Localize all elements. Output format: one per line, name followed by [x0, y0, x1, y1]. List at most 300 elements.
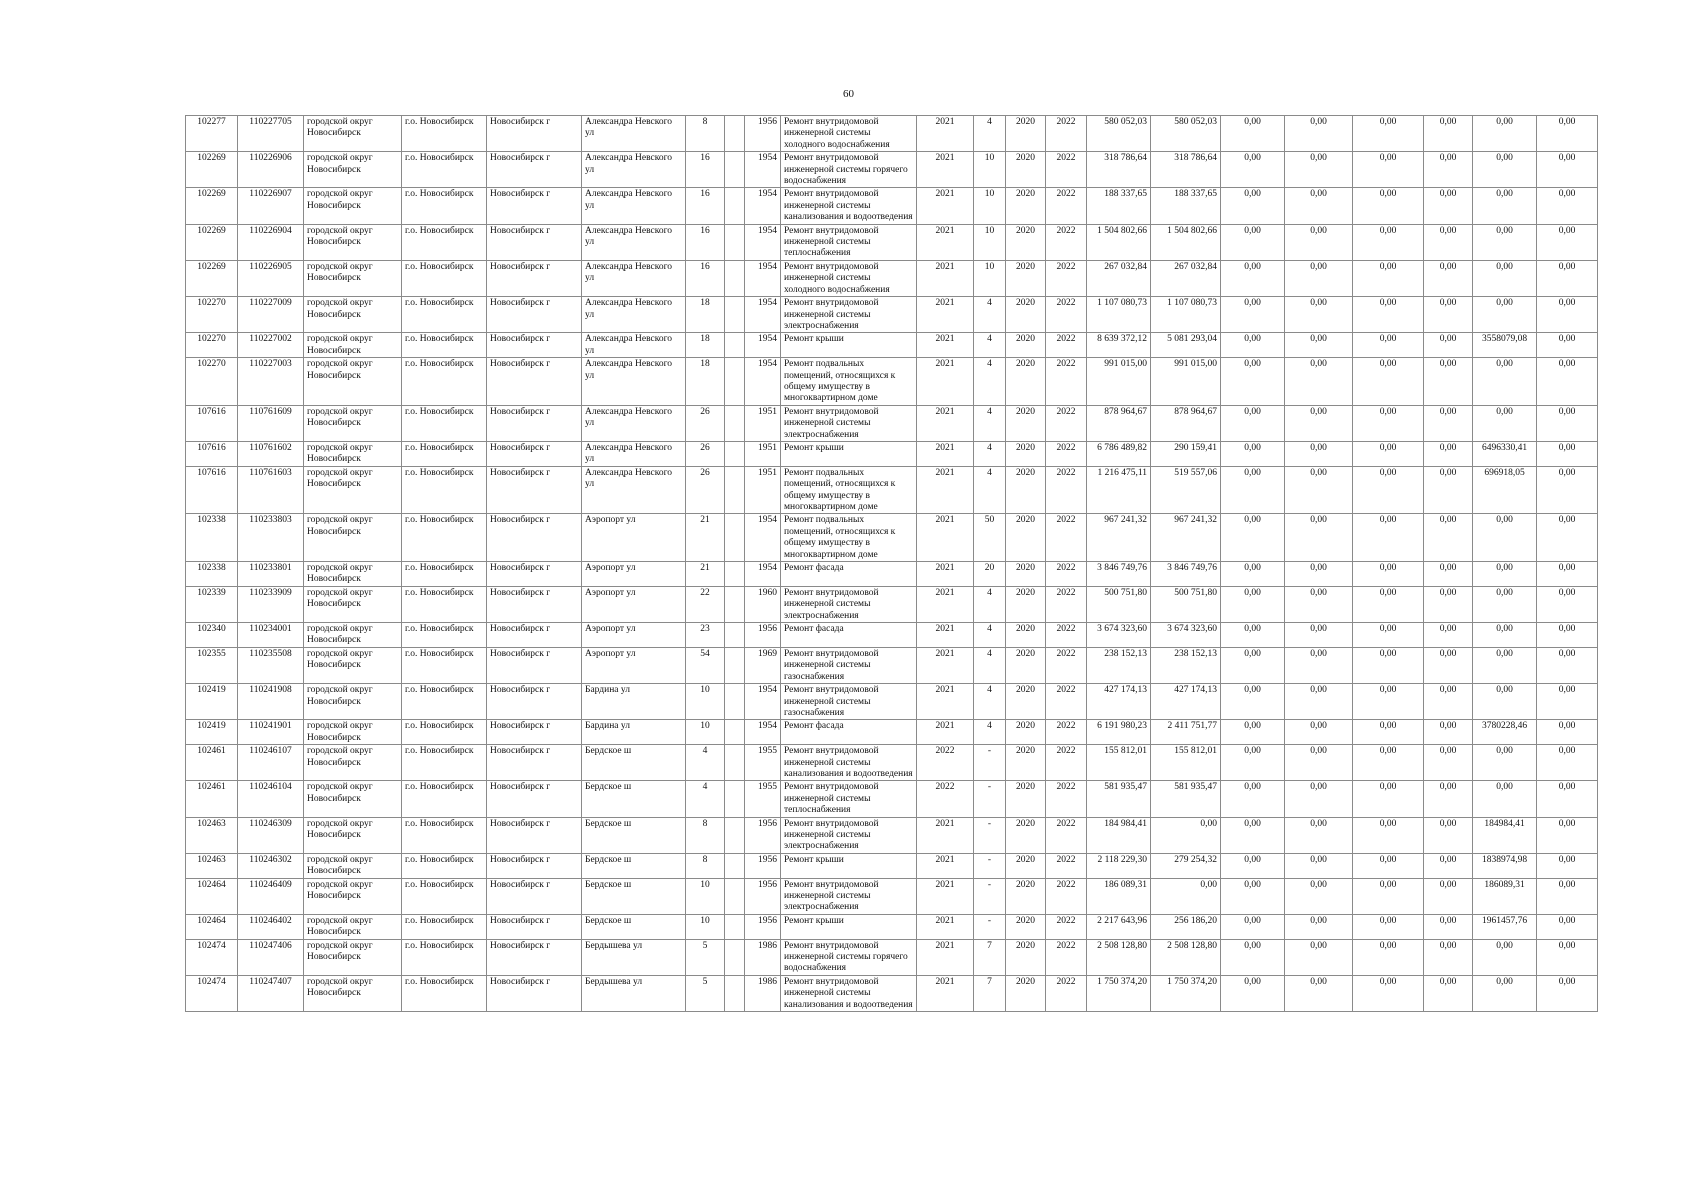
amount-f-cell: 0,00 — [1537, 586, 1598, 622]
street-cell: Александра Невского ул — [582, 333, 686, 358]
amount-a-cell: 0,00 — [1221, 684, 1285, 720]
city-district-cell: г.о. Новосибирск — [402, 260, 487, 296]
amount-d-cell: 0,00 — [1424, 358, 1473, 406]
plan-year-cell: 2021 — [917, 562, 974, 587]
amount-f-cell: 0,00 — [1537, 914, 1598, 939]
amount-e-cell: 3780228,46 — [1473, 720, 1537, 745]
total-cost-cell: 155 812,01 — [1087, 745, 1151, 781]
house-id-cell: 107616 — [186, 405, 238, 441]
house-number-cell: 18 — [686, 333, 725, 358]
work-code-cell: 110761609 — [238, 405, 304, 441]
locality-cell: Новосибирск г — [487, 188, 582, 224]
amount-f-cell: 0,00 — [1537, 116, 1598, 152]
municipality-cell: городской округ Новосибирск — [304, 623, 402, 648]
amount-c-cell: 0,00 — [1353, 297, 1424, 333]
amount-c-cell: 0,00 — [1353, 358, 1424, 406]
municipality-cell: городской округ Новосибирск — [304, 260, 402, 296]
end-year-cell: 2022 — [1046, 297, 1087, 333]
plan-year-cell: 2021 — [917, 333, 974, 358]
amount-d-cell: 0,00 — [1424, 878, 1473, 914]
amount-f-cell: 0,00 — [1537, 441, 1598, 466]
start-year-cell: 2020 — [1006, 441, 1046, 466]
amount-f-cell: 0,00 — [1537, 878, 1598, 914]
locality-cell: Новосибирск г — [487, 853, 582, 878]
street-cell: Бардина ул — [582, 684, 686, 720]
year-built-cell: 1986 — [745, 939, 781, 975]
work-code-cell: 110226905 — [238, 260, 304, 296]
total-cost-cell: 188 337,65 — [1087, 188, 1151, 224]
work-type-cell: Ремонт внутридомовой инженерной системы газоснабжения — [781, 647, 917, 683]
locality-cell: Новосибирск г — [487, 975, 582, 1011]
year-built-cell: 1951 — [745, 405, 781, 441]
work-type-cell: Ремонт внутридомовой инженерной системы канализования и водоотведения — [781, 745, 917, 781]
table-row — [186, 260, 1598, 296]
plan-year-cell: 2021 — [917, 914, 974, 939]
start-year-cell: 2020 — [1006, 152, 1046, 188]
amount-d-cell: 0,00 — [1424, 562, 1473, 587]
amount-b-cell: 0,00 — [1285, 878, 1353, 914]
amount-c-cell: 0,00 — [1353, 817, 1424, 853]
house-id-cell: 102419 — [186, 720, 238, 745]
amount-a-cell: 0,00 — [1221, 562, 1285, 587]
year-built-cell: 1951 — [745, 466, 781, 514]
plan-year-cell: 2021 — [917, 939, 974, 975]
count-cell: 4 — [974, 647, 1006, 683]
amount-e-cell: 0,00 — [1473, 514, 1537, 562]
city-district-cell: г.о. Новосибирск — [402, 562, 487, 587]
amount-b-cell: 0,00 — [1285, 466, 1353, 514]
amount-b-cell: 0,00 — [1285, 188, 1353, 224]
work-code-cell: 110246409 — [238, 878, 304, 914]
fund-cost-cell: 581 935,47 — [1151, 781, 1221, 817]
municipality-cell: городской округ Новосибирск — [304, 405, 402, 441]
total-cost-cell: 8 639 372,12 — [1087, 333, 1151, 358]
house-number-cell: 18 — [686, 358, 725, 406]
amount-a-cell: 0,00 — [1221, 466, 1285, 514]
amount-e-cell: 696918,05 — [1473, 466, 1537, 514]
amount-a-cell: 0,00 — [1221, 623, 1285, 648]
blank-cell — [725, 781, 745, 817]
municipality-cell: городской округ Новосибирск — [304, 914, 402, 939]
table-row — [186, 914, 1598, 939]
amount-d-cell: 0,00 — [1424, 260, 1473, 296]
amount-d-cell: 0,00 — [1424, 975, 1473, 1011]
work-type-cell: Ремонт внутридомовой инженерной системы электроснабжения — [781, 405, 917, 441]
total-cost-cell: 580 052,03 — [1087, 116, 1151, 152]
plan-year-cell: 2021 — [917, 405, 974, 441]
start-year-cell: 2020 — [1006, 623, 1046, 648]
blank-cell — [725, 116, 745, 152]
count-cell: 10 — [974, 152, 1006, 188]
street-cell: Александра Невского ул — [582, 260, 686, 296]
house-id-cell: 102277 — [186, 116, 238, 152]
house-id-cell: 102464 — [186, 914, 238, 939]
work-code-cell: 110233803 — [238, 514, 304, 562]
start-year-cell: 2020 — [1006, 745, 1046, 781]
city-district-cell: г.о. Новосибирск — [402, 914, 487, 939]
street-cell: Александра Невского ул — [582, 405, 686, 441]
amount-b-cell: 0,00 — [1285, 720, 1353, 745]
table-row — [186, 745, 1598, 781]
locality-cell: Новосибирск г — [487, 684, 582, 720]
house-number-cell: 16 — [686, 188, 725, 224]
table-row — [186, 975, 1598, 1011]
end-year-cell: 2022 — [1046, 260, 1087, 296]
amount-d-cell: 0,00 — [1424, 224, 1473, 260]
fund-cost-cell: 188 337,65 — [1151, 188, 1221, 224]
work-code-cell: 110233909 — [238, 586, 304, 622]
work-type-cell: Ремонт внутридомовой инженерной системы теплоснабжения — [781, 224, 917, 260]
work-type-cell: Ремонт внутридомовой инженерной системы электроснабжения — [781, 586, 917, 622]
house-number-cell: 10 — [686, 720, 725, 745]
count-cell: 4 — [974, 405, 1006, 441]
blank-cell — [725, 441, 745, 466]
total-cost-cell: 184 984,41 — [1087, 817, 1151, 853]
amount-d-cell: 0,00 — [1424, 684, 1473, 720]
amount-c-cell: 0,00 — [1353, 586, 1424, 622]
table-row — [186, 224, 1598, 260]
municipality-cell: городской округ Новосибирск — [304, 817, 402, 853]
count-cell: 4 — [974, 358, 1006, 406]
count-cell: 10 — [974, 260, 1006, 296]
blank-cell — [725, 586, 745, 622]
work-code-cell: 110226907 — [238, 188, 304, 224]
table-row — [186, 817, 1598, 853]
municipality-cell: городской округ Новосибирск — [304, 224, 402, 260]
amount-f-cell: 0,00 — [1537, 333, 1598, 358]
street-cell: Бердское ш — [582, 853, 686, 878]
work-type-cell: Ремонт внутридомовой инженерной системы горячего водоснабжения — [781, 152, 917, 188]
blank-cell — [725, 817, 745, 853]
end-year-cell: 2022 — [1046, 745, 1087, 781]
year-built-cell: 1954 — [745, 260, 781, 296]
city-district-cell: г.о. Новосибирск — [402, 116, 487, 152]
end-year-cell: 2022 — [1046, 116, 1087, 152]
count-cell: 4 — [974, 466, 1006, 514]
amount-b-cell: 0,00 — [1285, 405, 1353, 441]
locality-cell: Новосибирск г — [487, 647, 582, 683]
street-cell: Бердышева ул — [582, 975, 686, 1011]
amount-f-cell: 0,00 — [1537, 562, 1598, 587]
locality-cell: Новосибирск г — [487, 152, 582, 188]
total-cost-cell: 991 015,00 — [1087, 358, 1151, 406]
year-built-cell: 1960 — [745, 586, 781, 622]
house-id-cell: 102270 — [186, 333, 238, 358]
year-built-cell: 1969 — [745, 647, 781, 683]
street-cell: Бердское ш — [582, 914, 686, 939]
amount-e-cell: 0,00 — [1473, 745, 1537, 781]
blank-cell — [725, 562, 745, 587]
municipality-cell: городской округ Новосибирск — [304, 188, 402, 224]
amount-c-cell: 0,00 — [1353, 781, 1424, 817]
amount-b-cell: 0,00 — [1285, 586, 1353, 622]
amount-d-cell: 0,00 — [1424, 745, 1473, 781]
amount-e-cell: 0,00 — [1473, 188, 1537, 224]
locality-cell: Новосибирск г — [487, 878, 582, 914]
fund-cost-cell: 0,00 — [1151, 817, 1221, 853]
amount-a-cell: 0,00 — [1221, 116, 1285, 152]
house-number-cell: 8 — [686, 817, 725, 853]
house-number-cell: 22 — [686, 586, 725, 622]
work-code-cell: 110246107 — [238, 745, 304, 781]
plan-year-cell: 2021 — [917, 623, 974, 648]
street-cell: Александра Невского ул — [582, 152, 686, 188]
city-district-cell: г.о. Новосибирск — [402, 684, 487, 720]
city-district-cell: г.о. Новосибирск — [402, 878, 487, 914]
start-year-cell: 2020 — [1006, 116, 1046, 152]
blank-cell — [725, 514, 745, 562]
amount-d-cell: 0,00 — [1424, 914, 1473, 939]
table-row — [186, 152, 1598, 188]
street-cell: Александра Невского ул — [582, 441, 686, 466]
street-cell: Александра Невского ул — [582, 466, 686, 514]
start-year-cell: 2020 — [1006, 817, 1046, 853]
amount-f-cell: 0,00 — [1537, 720, 1598, 745]
house-id-cell: 102269 — [186, 224, 238, 260]
amount-d-cell: 0,00 — [1424, 466, 1473, 514]
total-cost-cell: 318 786,64 — [1087, 152, 1151, 188]
fund-cost-cell: 155 812,01 — [1151, 745, 1221, 781]
table-row — [186, 116, 1598, 152]
work-code-cell: 110227003 — [238, 358, 304, 406]
house-number-cell: 54 — [686, 647, 725, 683]
start-year-cell: 2020 — [1006, 333, 1046, 358]
table-row — [186, 562, 1598, 587]
table-row — [186, 586, 1598, 622]
work-code-cell: 110761602 — [238, 441, 304, 466]
locality-cell: Новосибирск г — [487, 562, 582, 587]
amount-b-cell: 0,00 — [1285, 745, 1353, 781]
locality-cell: Новосибирск г — [487, 441, 582, 466]
year-built-cell: 1956 — [745, 914, 781, 939]
start-year-cell: 2020 — [1006, 878, 1046, 914]
count-cell: 50 — [974, 514, 1006, 562]
amount-b-cell: 0,00 — [1285, 817, 1353, 853]
total-cost-cell: 186 089,31 — [1087, 878, 1151, 914]
total-cost-cell: 2 508 128,80 — [1087, 939, 1151, 975]
amount-e-cell: 0,00 — [1473, 405, 1537, 441]
count-cell: 20 — [974, 562, 1006, 587]
amount-d-cell: 0,00 — [1424, 297, 1473, 333]
year-built-cell: 1956 — [745, 878, 781, 914]
blank-cell — [725, 745, 745, 781]
work-code-cell: 110246402 — [238, 914, 304, 939]
table-row — [186, 188, 1598, 224]
house-id-cell: 102340 — [186, 623, 238, 648]
amount-f-cell: 0,00 — [1537, 188, 1598, 224]
end-year-cell: 2022 — [1046, 441, 1087, 466]
municipality-cell: городской округ Новосибирск — [304, 684, 402, 720]
year-built-cell: 1956 — [745, 623, 781, 648]
count-cell: 4 — [974, 623, 1006, 648]
house-number-cell: 18 — [686, 297, 725, 333]
fund-cost-cell: 1 504 802,66 — [1151, 224, 1221, 260]
street-cell: Александра Невского ул — [582, 358, 686, 406]
work-type-cell: Ремонт внутридомовой инженерной системы канализования и водоотведения — [781, 188, 917, 224]
amount-b-cell: 0,00 — [1285, 441, 1353, 466]
locality-cell: Новосибирск г — [487, 745, 582, 781]
amount-a-cell: 0,00 — [1221, 405, 1285, 441]
blank-cell — [725, 914, 745, 939]
house-number-cell: 10 — [686, 878, 725, 914]
amount-f-cell: 0,00 — [1537, 939, 1598, 975]
amount-b-cell: 0,00 — [1285, 914, 1353, 939]
fund-cost-cell: 318 786,64 — [1151, 152, 1221, 188]
work-type-cell: Ремонт фасада — [781, 562, 917, 587]
house-number-cell: 5 — [686, 939, 725, 975]
locality-cell: Новосибирск г — [487, 720, 582, 745]
amount-c-cell: 0,00 — [1353, 914, 1424, 939]
amount-f-cell: 0,00 — [1537, 514, 1598, 562]
amount-c-cell: 0,00 — [1353, 939, 1424, 975]
end-year-cell: 2022 — [1046, 466, 1087, 514]
amount-e-cell: 0,00 — [1473, 224, 1537, 260]
table-row — [186, 441, 1598, 466]
start-year-cell: 2020 — [1006, 586, 1046, 622]
house-id-cell: 102463 — [186, 817, 238, 853]
amount-c-cell: 0,00 — [1353, 853, 1424, 878]
start-year-cell: 2020 — [1006, 297, 1046, 333]
amount-c-cell: 0,00 — [1353, 720, 1424, 745]
work-type-cell: Ремонт внутридомовой инженерной системы электроснабжения — [781, 878, 917, 914]
fund-cost-cell: 500 751,80 — [1151, 586, 1221, 622]
work-type-cell: Ремонт подвальных помещений, относящихся к общему имуществу в многоквартирном доме — [781, 514, 917, 562]
total-cost-cell: 427 174,13 — [1087, 684, 1151, 720]
total-cost-cell: 1 750 374,20 — [1087, 975, 1151, 1011]
amount-e-cell: 0,00 — [1473, 260, 1537, 296]
table-row — [186, 939, 1598, 975]
plan-year-cell: 2021 — [917, 297, 974, 333]
amount-f-cell: 0,00 — [1537, 224, 1598, 260]
blank-cell — [725, 358, 745, 406]
street-cell: Бардина ул — [582, 720, 686, 745]
street-cell: Аэропорт ул — [582, 562, 686, 587]
street-cell: Александра Невского ул — [582, 297, 686, 333]
house-id-cell: 102474 — [186, 975, 238, 1011]
amount-e-cell: 0,00 — [1473, 152, 1537, 188]
street-cell: Аэропорт ул — [582, 586, 686, 622]
municipality-cell: городской округ Новосибирск — [304, 466, 402, 514]
total-cost-cell: 6 786 489,82 — [1087, 441, 1151, 466]
plan-year-cell: 2021 — [917, 647, 974, 683]
total-cost-cell: 267 032,84 — [1087, 260, 1151, 296]
table-row — [186, 720, 1598, 745]
plan-year-cell: 2022 — [917, 745, 974, 781]
blank-cell — [725, 224, 745, 260]
work-type-cell: Ремонт внутридомовой инженерной системы газоснабжения — [781, 684, 917, 720]
municipality-cell: городской округ Новосибирск — [304, 297, 402, 333]
fund-cost-cell: 3 846 749,76 — [1151, 562, 1221, 587]
count-cell: - — [974, 878, 1006, 914]
locality-cell: Новосибирск г — [487, 623, 582, 648]
work-type-cell: Ремонт внутридомовой инженерной системы электроснабжения — [781, 297, 917, 333]
amount-c-cell: 0,00 — [1353, 466, 1424, 514]
total-cost-cell: 6 191 980,23 — [1087, 720, 1151, 745]
amount-d-cell: 0,00 — [1424, 623, 1473, 648]
plan-year-cell: 2021 — [917, 684, 974, 720]
start-year-cell: 2020 — [1006, 781, 1046, 817]
blank-cell — [725, 333, 745, 358]
end-year-cell: 2022 — [1046, 623, 1087, 648]
count-cell: 4 — [974, 116, 1006, 152]
table-row — [186, 333, 1598, 358]
municipality-cell: городской округ Новосибирск — [304, 720, 402, 745]
work-code-cell: 110241908 — [238, 684, 304, 720]
count-cell: 4 — [974, 297, 1006, 333]
work-code-cell: 110227009 — [238, 297, 304, 333]
work-code-cell: 110246309 — [238, 817, 304, 853]
table-row — [186, 358, 1598, 406]
work-type-cell: Ремонт внутридомовой инженерной системы холодного водоснабжения — [781, 116, 917, 152]
work-type-cell: Ремонт крыши — [781, 914, 917, 939]
end-year-cell: 2022 — [1046, 405, 1087, 441]
city-district-cell: г.о. Новосибирск — [402, 623, 487, 648]
count-cell: 4 — [974, 333, 1006, 358]
locality-cell: Новосибирск г — [487, 514, 582, 562]
municipality-cell: городской округ Новосибирск — [304, 441, 402, 466]
amount-d-cell: 0,00 — [1424, 333, 1473, 358]
street-cell: Бердское ш — [582, 817, 686, 853]
end-year-cell: 2022 — [1046, 562, 1087, 587]
locality-cell: Новосибирск г — [487, 333, 582, 358]
house-number-cell: 16 — [686, 224, 725, 260]
amount-f-cell: 0,00 — [1537, 684, 1598, 720]
plan-year-cell: 2021 — [917, 817, 974, 853]
work-code-cell: 110247407 — [238, 975, 304, 1011]
amount-a-cell: 0,00 — [1221, 781, 1285, 817]
municipality-cell: городской округ Новосибирск — [304, 562, 402, 587]
work-type-cell: Ремонт внутридомовой инженерной системы холодного водоснабжения — [781, 260, 917, 296]
locality-cell: Новосибирск г — [487, 224, 582, 260]
blank-cell — [725, 975, 745, 1011]
fund-cost-cell: 1 750 374,20 — [1151, 975, 1221, 1011]
amount-b-cell: 0,00 — [1285, 647, 1353, 683]
amount-c-cell: 0,00 — [1353, 116, 1424, 152]
table-row — [186, 297, 1598, 333]
house-id-cell: 102419 — [186, 684, 238, 720]
work-type-cell: Ремонт фасада — [781, 720, 917, 745]
amount-c-cell: 0,00 — [1353, 975, 1424, 1011]
municipality-cell: городской округ Новосибирск — [304, 853, 402, 878]
amount-c-cell: 0,00 — [1353, 878, 1424, 914]
city-district-cell: г.о. Новосибирск — [402, 188, 487, 224]
work-type-cell: Ремонт внутридомовой инженерной системы горячего водоснабжения — [781, 939, 917, 975]
work-code-cell: 110227002 — [238, 333, 304, 358]
house-id-cell: 102339 — [186, 586, 238, 622]
fund-cost-cell: 290 159,41 — [1151, 441, 1221, 466]
start-year-cell: 2020 — [1006, 514, 1046, 562]
start-year-cell: 2020 — [1006, 684, 1046, 720]
amount-b-cell: 0,00 — [1285, 939, 1353, 975]
locality-cell: Новосибирск г — [487, 260, 582, 296]
amount-c-cell: 0,00 — [1353, 260, 1424, 296]
year-built-cell: 1954 — [745, 224, 781, 260]
house-id-cell: 107616 — [186, 466, 238, 514]
house-number-cell: 23 — [686, 623, 725, 648]
plan-year-cell: 2021 — [917, 466, 974, 514]
total-cost-cell: 1 216 475,11 — [1087, 466, 1151, 514]
city-district-cell: г.о. Новосибирск — [402, 781, 487, 817]
end-year-cell: 2022 — [1046, 224, 1087, 260]
municipality-cell: городской округ Новосибирск — [304, 514, 402, 562]
count-cell: 7 — [974, 975, 1006, 1011]
amount-d-cell: 0,00 — [1424, 939, 1473, 975]
year-built-cell: 1951 — [745, 441, 781, 466]
street-cell: Бердышева ул — [582, 939, 686, 975]
house-id-cell: 102270 — [186, 358, 238, 406]
house-id-cell: 102355 — [186, 647, 238, 683]
amount-a-cell: 0,00 — [1221, 188, 1285, 224]
